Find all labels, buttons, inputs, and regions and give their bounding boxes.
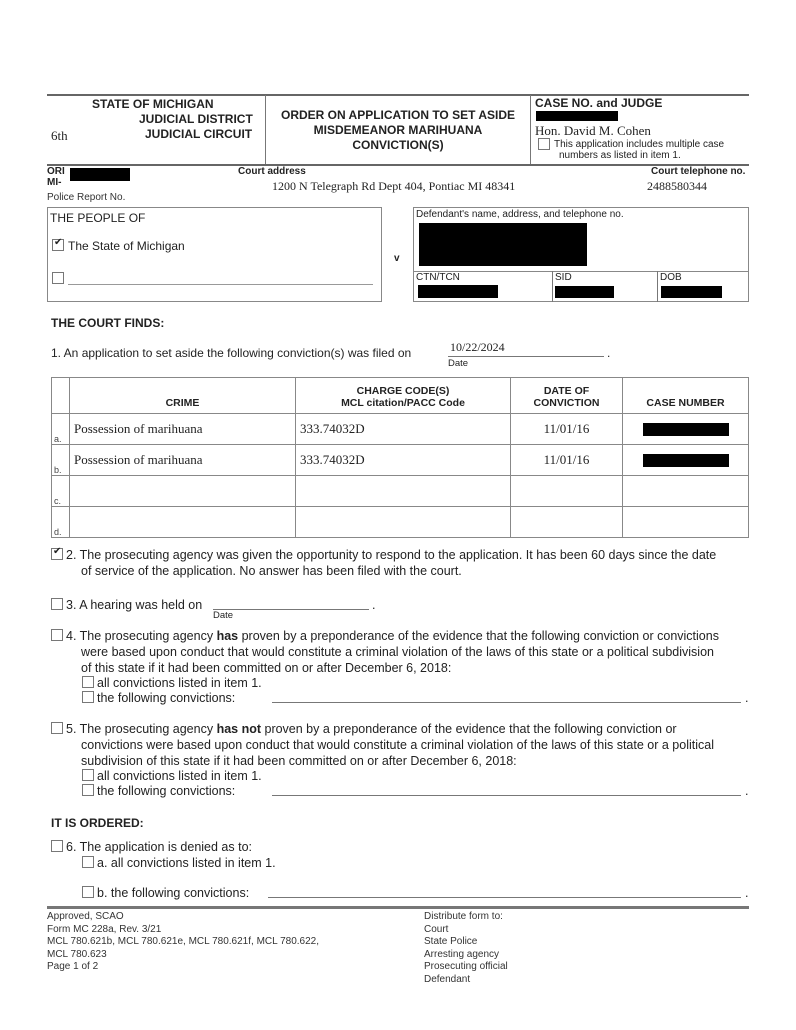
item1-date-line[interactable] bbox=[448, 356, 604, 357]
header-date-line2: CONVICTION bbox=[533, 397, 600, 409]
case-number-cell[interactable] bbox=[623, 476, 749, 507]
defendant-label: Defendant's name, address, and telephone no. bbox=[416, 209, 624, 220]
convictions-table bbox=[51, 377, 749, 538]
item3-checkbox[interactable] bbox=[51, 598, 63, 610]
header-divider-2 bbox=[530, 95, 531, 164]
conviction-date-cell[interactable]: 11/01/16 bbox=[511, 445, 623, 476]
item6b-checkbox[interactable] bbox=[82, 886, 94, 898]
header-bottom-rule bbox=[47, 164, 749, 166]
item4-checkbox[interactable] bbox=[51, 629, 63, 641]
item3-text: 3. A hearing was held on bbox=[66, 598, 203, 612]
crime-cell[interactable]: Possession of marihuana bbox=[70, 414, 296, 445]
item1-period: . bbox=[607, 346, 611, 360]
form-title-line2: MISDEMEANOR MARIHUANA bbox=[313, 123, 483, 137]
charge-code-cell[interactable]: 333.74032D bbox=[296, 414, 511, 445]
item4-following-label: the following convictions: bbox=[97, 691, 236, 705]
case-number-cell[interactable] bbox=[623, 507, 749, 538]
header-date-line1: DATE OF bbox=[543, 385, 590, 397]
footer-left-line: Page 1 of 2 bbox=[47, 961, 99, 972]
item3-date-caption: Date bbox=[213, 610, 234, 621]
crime-cell[interactable] bbox=[70, 507, 296, 538]
item3-period: . bbox=[372, 598, 376, 612]
item5-all-checkbox[interactable] bbox=[82, 769, 94, 781]
ori-redacted[interactable] bbox=[70, 168, 130, 181]
item1-filed-date[interactable]: 10/22/2024 bbox=[450, 340, 505, 354]
item2-line2: of service of the application. No answer has been filed with the court. bbox=[81, 564, 462, 578]
people-of-label: THE PEOPLE OF bbox=[50, 211, 146, 225]
charge-code-cell[interactable] bbox=[296, 476, 511, 507]
item5-pre: 5. The prosecuting agency bbox=[66, 722, 217, 736]
case-number-redacted bbox=[643, 454, 729, 467]
footer-distribution-line: Defendant bbox=[424, 973, 471, 985]
footer-distribution-line: Court bbox=[424, 923, 449, 935]
header-charge-code-line2: MCL citation/PACC Code bbox=[341, 397, 465, 409]
versus-label: v bbox=[394, 253, 400, 264]
case-judge-label: CASE NO. and JUDGE bbox=[535, 96, 663, 110]
footer-left-line: MCL 780.623 bbox=[47, 948, 107, 960]
item6b-period: . bbox=[745, 886, 749, 900]
item5-following-label: the following convictions: bbox=[97, 784, 236, 798]
court-telephone[interactable]: 2488580344 bbox=[647, 179, 707, 193]
ctn-tcn-redacted[interactable] bbox=[418, 285, 498, 298]
dob-redacted[interactable] bbox=[661, 286, 722, 298]
it-is-ordered-heading: IT IS ORDERED: bbox=[51, 816, 144, 830]
court-address[interactable]: 1200 N Telegraph Rd Dept 404, Pontiac MI 48341 bbox=[272, 179, 516, 193]
item5-text bbox=[66, 721, 756, 769]
ori-label: ORI bbox=[47, 166, 65, 177]
footer-distribution bbox=[424, 911, 508, 986]
item6b-label: b. the following convictions: bbox=[97, 886, 250, 900]
header-crime: CRIME bbox=[70, 378, 296, 414]
item5-following-line[interactable] bbox=[272, 795, 741, 796]
row-letter: c. bbox=[52, 476, 70, 507]
item6b-following-line[interactable] bbox=[268, 897, 741, 898]
item6a-label: a. all convictions listed in item 1. bbox=[97, 856, 276, 870]
other-plaintiff-checkbox[interactable] bbox=[52, 272, 64, 284]
item6a-checkbox[interactable] bbox=[82, 856, 94, 868]
mi-label: MI- bbox=[47, 177, 62, 188]
defendant-info-redacted[interactable] bbox=[419, 223, 587, 266]
conviction-date-cell[interactable] bbox=[511, 507, 623, 538]
state-of-michigan-label: The State of Michigan bbox=[68, 239, 185, 253]
case-number-cell[interactable] bbox=[623, 445, 749, 476]
item2-checkbox[interactable] bbox=[51, 548, 63, 560]
police-report-label: Police Report No. bbox=[47, 192, 126, 203]
footer-distribution-line: State Police bbox=[424, 936, 478, 947]
item4-line2: were based upon conduct that would constitute a criminal violation of the laws of this state or a political subdivision bbox=[81, 645, 714, 659]
footer-distribution-line: Distribute form to: bbox=[424, 911, 503, 922]
conviction-row bbox=[52, 507, 749, 538]
conviction-row bbox=[52, 445, 749, 476]
conviction-date-cell[interactable] bbox=[511, 476, 623, 507]
charge-code-cell[interactable] bbox=[296, 507, 511, 538]
defendant-id-row-rule bbox=[414, 271, 749, 272]
district-value[interactable]: 6th bbox=[51, 128, 68, 143]
court-finds-heading: THE COURT FINDS: bbox=[51, 316, 165, 330]
crime-cell[interactable] bbox=[70, 476, 296, 507]
multiple-cases-label-line2: numbers as listed in item 1. bbox=[559, 150, 681, 161]
judge-name[interactable]: Hon. David M. Cohen bbox=[535, 123, 651, 138]
court-telephone-label: Court telephone no. bbox=[651, 166, 746, 177]
dob-label: DOB bbox=[660, 272, 682, 283]
conviction-row bbox=[52, 414, 749, 445]
item4-all-label: all convictions listed in item 1. bbox=[97, 676, 262, 690]
item4-following-checkbox[interactable] bbox=[82, 691, 94, 703]
form-title-line3: CONVICTION(S) bbox=[352, 138, 444, 152]
header-case-number: CASE NUMBER bbox=[623, 378, 749, 414]
judicial-district-label: JUDICIAL DISTRICT bbox=[139, 112, 253, 126]
item4-following-line[interactable] bbox=[272, 702, 741, 703]
item5-line1 bbox=[66, 721, 756, 737]
item1-date-caption: Date bbox=[448, 358, 469, 369]
item5-post: proven by a preponderance of the evidence that the following conviction or bbox=[261, 722, 677, 736]
item4-text bbox=[66, 628, 756, 676]
form-title-line1: ORDER ON APPLICATION TO SET ASIDE bbox=[280, 108, 516, 122]
item5-line3: subdivision of this state if it had been committed on or after December 6, 2018: bbox=[81, 754, 517, 768]
item1-text: 1. An application to set aside the following conviction(s) was filed on bbox=[51, 346, 412, 360]
footer-left bbox=[47, 911, 319, 974]
item2-text bbox=[66, 547, 756, 579]
court-address-label: Court address bbox=[238, 166, 306, 177]
header-charge-code-line1: CHARGE CODE(S) bbox=[356, 385, 450, 397]
header-charge-code bbox=[296, 378, 511, 414]
item4-period: . bbox=[745, 691, 749, 705]
item6-checkbox[interactable] bbox=[51, 840, 63, 852]
sid-redacted[interactable] bbox=[555, 286, 614, 298]
item4-line3: of this state if it had been committed on or after December 6, 2018: bbox=[81, 661, 452, 675]
row-letter: b. bbox=[52, 445, 70, 476]
item4-line1 bbox=[66, 628, 756, 644]
other-plaintiff-line[interactable] bbox=[68, 284, 373, 285]
charge-code-cell[interactable]: 333.74032D bbox=[296, 445, 511, 476]
form-title bbox=[266, 108, 530, 153]
case-number-redacted bbox=[536, 111, 618, 121]
ctn-tcn-label: CTN/TCN bbox=[416, 272, 460, 283]
item5-checkbox[interactable] bbox=[51, 722, 63, 734]
item3-date-line[interactable] bbox=[213, 609, 369, 610]
item5-bold: has not bbox=[216, 722, 262, 736]
item4-pre: 4. The prosecuting agency bbox=[66, 629, 217, 643]
row-letter: a. bbox=[52, 414, 70, 445]
item5-period: . bbox=[745, 784, 749, 798]
item4-all-checkbox[interactable] bbox=[82, 676, 94, 688]
multiple-cases-label bbox=[554, 139, 724, 161]
state-label: STATE OF MICHIGAN bbox=[92, 97, 214, 111]
convictions-table-header bbox=[52, 378, 749, 414]
case-number-cell[interactable] bbox=[623, 414, 749, 445]
item2-line1: 2. The prosecuting agency was given the opportunity to respond to the application. It has been 60 days since the date bbox=[66, 548, 717, 562]
conviction-row bbox=[52, 476, 749, 507]
case-number-redacted bbox=[643, 423, 729, 436]
header-date-of-conviction bbox=[511, 378, 623, 414]
multiple-cases-label-line1: This application includes multiple case bbox=[554, 139, 725, 150]
state-of-michigan-checkbox[interactable] bbox=[52, 239, 64, 251]
item5-following-checkbox[interactable] bbox=[82, 784, 94, 796]
dob-divider bbox=[657, 271, 658, 302]
footer-left-line: Form MC 228a, Rev. 3/21 bbox=[47, 923, 162, 935]
footer-rule bbox=[47, 906, 749, 909]
sid-label: SID bbox=[555, 272, 572, 283]
header-letter bbox=[52, 378, 70, 414]
footer-distribution-line: Prosecuting official bbox=[424, 961, 508, 972]
crime-cell[interactable]: Possession of marihuana bbox=[70, 445, 296, 476]
conviction-date-cell[interactable]: 11/01/16 bbox=[511, 414, 623, 445]
item4-post: proven by a preponderance of the evidence that the following conviction or convictions bbox=[238, 629, 719, 643]
multiple-cases-checkbox[interactable] bbox=[538, 138, 550, 150]
item5-all-label: all convictions listed in item 1. bbox=[97, 769, 262, 783]
footer-distribution-line: Arresting agency bbox=[424, 948, 500, 960]
item5-line2: convictions were based upon conduct that would constitute a criminal violation of the laws of this state or a political bbox=[81, 738, 714, 752]
footer-left-line: MCL 780.621b, MCL 780.621e, MCL 780.621f, MCL 780.622, bbox=[47, 936, 320, 947]
item4-bold: has bbox=[216, 629, 239, 643]
sid-divider bbox=[552, 271, 553, 302]
row-letter: d. bbox=[52, 507, 70, 538]
footer-left-line: Approved, SCAO bbox=[47, 911, 124, 922]
item6-text: 6. The application is denied as to: bbox=[66, 840, 253, 854]
judicial-circuit-label: JUDICIAL CIRCUIT bbox=[145, 127, 253, 141]
